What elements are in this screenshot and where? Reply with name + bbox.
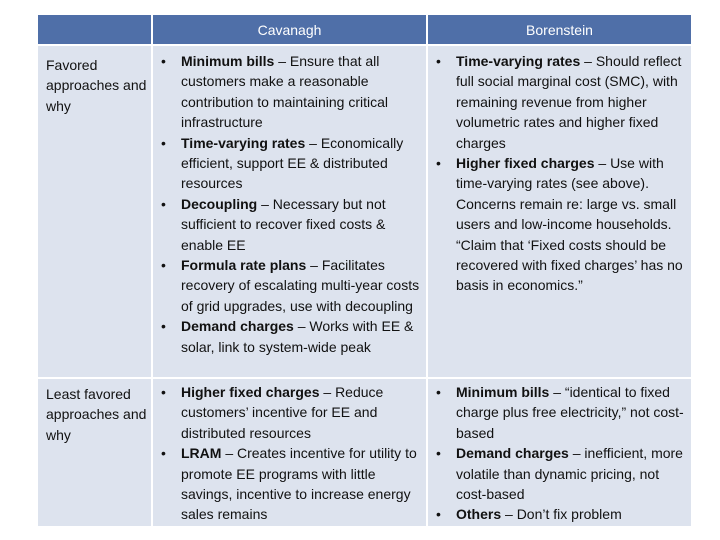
item-text: – Works with EE & solar, link to system-wide peak: [181, 318, 414, 355]
list-item: [153, 133, 422, 194]
item-text: – Ensure that all customers make a reasonable contribution to maintaining critical infrastructure: [181, 53, 388, 131]
item-term: Higher fixed charges: [456, 155, 595, 172]
item-text: – “identical to fixed charge plus free electricity,” not cost-based: [456, 384, 684, 441]
list-item: [153, 443, 422, 525]
list-item: [153, 51, 422, 133]
bullet-list: [428, 51, 691, 296]
comparison-table: [38, 15, 691, 528]
bullet-list: [428, 382, 691, 525]
item-text: – Necessary but not sufficient to recover fixed costs & enable EE: [181, 195, 386, 253]
row-favored: [38, 45, 691, 378]
item-text: – Economically efficient, support EE & distributed resources: [181, 134, 404, 192]
item-text: – Creates incentive for utility to promote EE programs with little savings, incentive to increase energy sales remains: [181, 445, 417, 523]
item-text: – Should reflect full social marginal cost (SMC), with remaining revenue from higher volumetric rates and higher fixed charges: [456, 53, 682, 151]
header-row: [38, 15, 691, 45]
item-text: – Use with time-varying rates (see above). Concerns remain re: large vs. small users and low-income households. “Claim that ‘Fixed costs should be recovered with fixed charges’ has no basis in economics.”: [456, 155, 683, 294]
cell-favored-cavanagh: [152, 45, 427, 378]
list-item: [428, 382, 687, 443]
header-corner: [38, 15, 152, 45]
list-item: [153, 255, 422, 316]
item-text: – Don’t fix problem: [501, 506, 622, 523]
item-term: Formula rate plans: [181, 257, 307, 274]
item-term: Demand charges: [181, 318, 294, 335]
list-item: [153, 316, 422, 357]
cell-least-cavanagh: [152, 378, 427, 527]
list-item: [428, 443, 687, 504]
item-term: Time-varying rates: [181, 134, 306, 151]
item-text: – inefficient, more volatile than dynamic pricing, not cost-based: [456, 445, 683, 503]
list-item: [153, 382, 422, 443]
row-least-favored: [38, 378, 691, 527]
list-item: [428, 504, 687, 524]
item-term: Demand charges: [456, 445, 569, 462]
item-term: Time-varying rates: [456, 53, 581, 69]
list-item: [428, 51, 687, 153]
list-item: [153, 194, 422, 255]
item-term: Others: [456, 506, 502, 523]
header-cavanagh: Cavanagh: [152, 15, 427, 45]
bullet-list: [153, 382, 426, 525]
item-term: LRAM: [181, 445, 222, 462]
bullet-list: [153, 51, 426, 357]
cell-least-borenstein: [427, 378, 691, 527]
item-term: Minimum bills: [181, 53, 275, 69]
item-term: Higher fixed charges: [181, 384, 320, 400]
cell-favored-borenstein: [427, 45, 691, 378]
item-text: – Reduce customers’ incentive for EE and distributed resources: [181, 384, 384, 441]
row-label-least-favored: Least favored approaches and why: [38, 378, 152, 527]
item-term: Minimum bills: [456, 384, 550, 400]
row-label-favored: Favored approaches and why: [38, 45, 152, 378]
header-borenstein: Borenstein: [427, 15, 691, 45]
list-item: [428, 153, 687, 296]
item-text: – Facilitates recovery of escalating multi-year costs of grid upgrades, use with decoupling: [181, 257, 420, 314]
item-term: Decoupling: [181, 195, 258, 212]
